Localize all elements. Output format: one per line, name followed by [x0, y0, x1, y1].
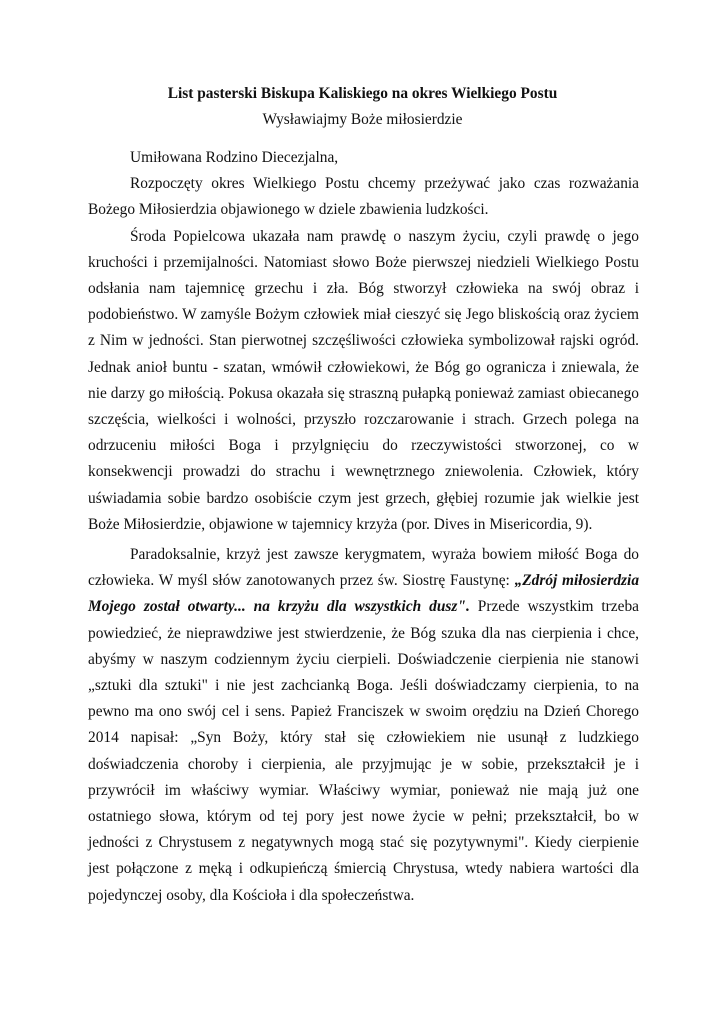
paragraph-3	[88, 542, 639, 909]
document-body	[88, 145, 639, 909]
document-subtitle: Wysławiajmy Boże miłosierdzie	[262, 111, 463, 128]
paragraph-1: Rozpoczęty okres Wielkiego Postu chcemy przeżywać jako czas rozważania Bożego Miłosierdzia objawionego w dziele zbawienia ludzkości.	[88, 175, 639, 219]
salutation: Umiłowana Rodzino Diecezjalna,	[130, 149, 339, 166]
faustyna-quote: „Zdrój miłosierdzia Mojego został otwarty... na krzyżu dla wszystkich dusz".	[88, 572, 640, 616]
document-title: List pasterski Biskupa Kaliskiego na okres Wielkiego Postu	[167, 85, 558, 102]
paragraph-3-rest: Przede wszystkim trzeba powiedzieć, że nieprawdziwe jest stwierdzenie, że Bóg szuka dla nas cierpienia i chce, abyśmy w naszym codziennym życiu cierpieli. Doświadczenie cierpienia nie stanowi „sztuki dla sztuki" i nie jest zachcianką Boga. Jeśli doświadczamy cierpienia, to na pewno ma ono swój cel i sens. Papież Franciszek w swoim orędziu na Dzień Chorego 2014 napisał: „Syn Boży, który stał się człowiekiem nie usunął z ludzkiego doświadczenia choroby i cierpienia, ale przyjmując je w sobie, przekształcił je i przywrócił im właściwy wymiar. Właściwy wymiar, ponieważ nie mają już one ostatniego słowa, którym od tej pory jest nowe życie w pełni; przekształcił, bo w jedności z Chrystusem z negatywnych mogą stać się pozytywnymi". Kiedy cierpienie jest połączone z męką i odkupieńczą śmiercią Chrystusa, wtedy nabiera wartości dla pojedynczej osoby, dla Kościoła i dla społeczeństwa.	[88, 598, 639, 904]
paragraph-2: Środa Popielcowa ukazała nam prawdę o naszym życiu, czyli prawdę o jego kruchości i przemijalności. Natomiast słowo Boże pierwszej niedzieli Wielkiego Postu odsłania nam tajemnicę grzechu i zła. Bóg stworzył człowieka na swój obraz i podobieństwo. W zamyśle Bożym człowiek miał cieszyć się Jego bliskością oraz życiem z Nim w jedności. Stan pierwotnej szczęśliwości człowieka symbolizował rajski ogród. Jednak anioł buntu - szatan, wmówił człowiekowi, że Bóg go ogranicza i zniewala, że nie darzy go miłością. Pokusa okazała się straszną pułapką ponieważ zamiast obiecanego szczęścia, wielkości i wolności, przyszło rozczarowanie i strach. Grzech polega na odrzuceniu miłości Boga i przylgnięciu do rzeczywistości stworzonej, co w konsekwencji prowadzi do strachu i wewnętrznego zniewolenia. Człowiek, który uświadamia sobie bardzo osobiście czym jest grzech, głębiej rozumie jak wielkie jest Boże Miłosierdzie, objawione w tajemnicy krzyża (por. Dives in Misericordia, 9).	[88, 227, 639, 533]
paragraph-3-intro: Paradoksalnie, krzyż jest zawsze kerygmatem, wyraża bowiem miłość Boga do człowieka. W myśl słów zanotowanych przez św. Siostrę Faustynę:	[88, 546, 639, 590]
